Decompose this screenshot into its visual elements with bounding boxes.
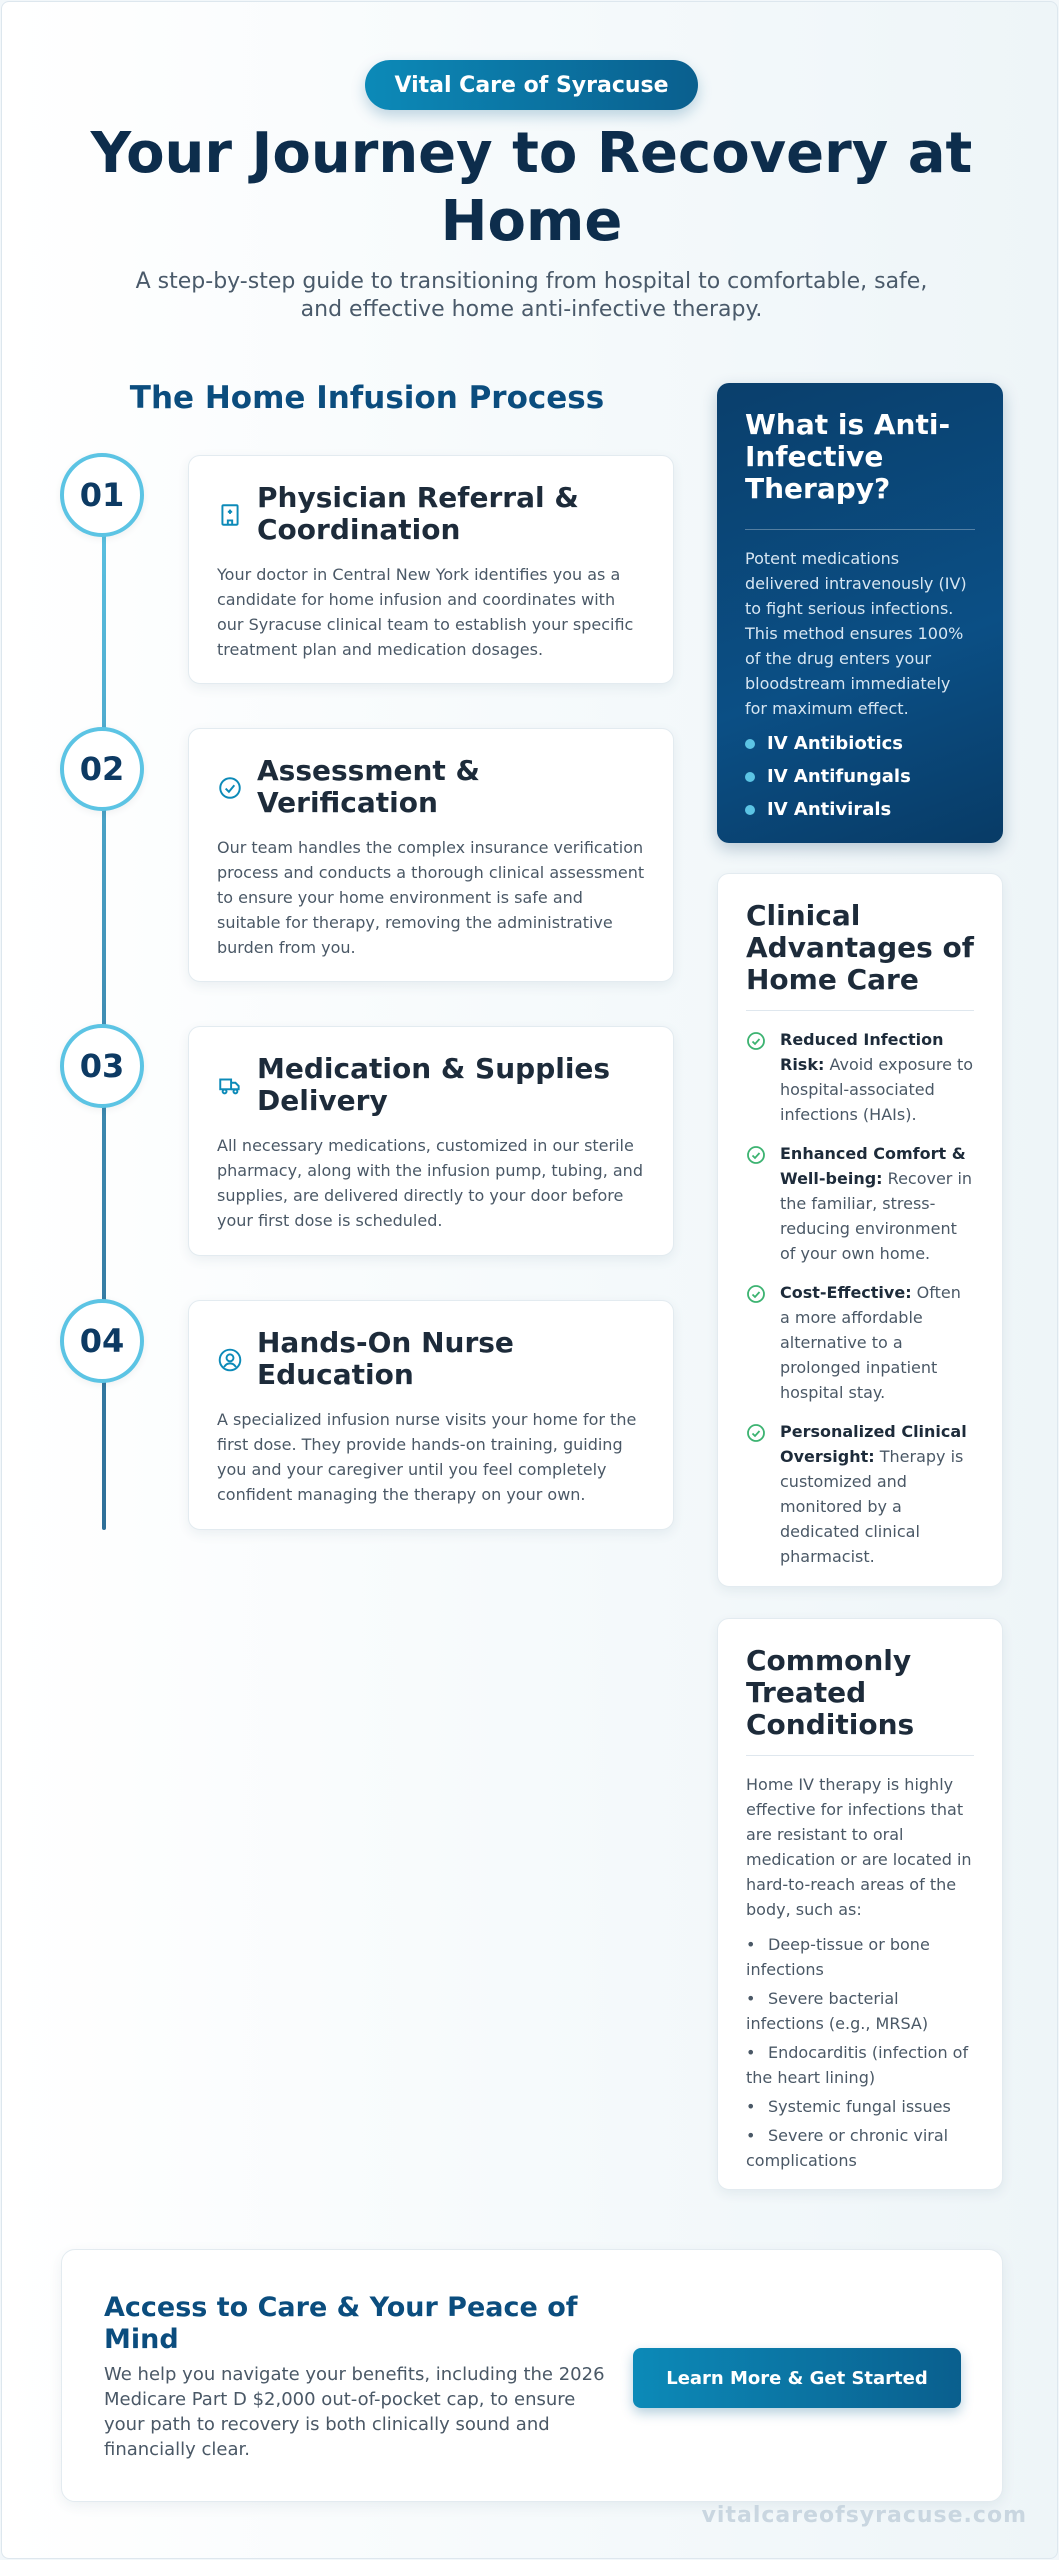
step-title: Medication & Supplies Delivery — [257, 1052, 611, 1117]
brand-badge: Vital Care of Syracuse — [365, 60, 698, 110]
advantage-item — [746, 1419, 974, 1569]
user-circle-icon — [217, 1347, 243, 1373]
advantage-text: Therapy is customized and monitored by a dedicated clinical pharmacist. — [780, 1447, 964, 1566]
step-number-2: 02 — [60, 727, 144, 811]
bullet-dot-icon — [745, 805, 755, 815]
divider — [745, 529, 975, 530]
what-is-therapy-card — [717, 383, 1003, 843]
step-card-3 — [188, 1026, 674, 1256]
step-description: All necessary medications, customized in our sterile pharmacy, along with the infusion pump, tubing, and supplies, are delivered directly to your door before your first dose is scheduled. — [217, 1136, 643, 1230]
step-number-3: 03 — [60, 1024, 144, 1108]
cta-title: Access to Care & Your Peace of Mind — [104, 2292, 578, 2355]
check-circle-icon — [746, 1423, 766, 1443]
bullet-dot-icon — [745, 772, 755, 782]
cta-body: We help you navigate your benefits, including the 2026 Medicare Part D $2,000 out-of-pocket cap, to ensure your path to recovery is both clinically sound and financially clear. — [104, 2364, 605, 2460]
advantage-text: Often a more affordable alternative to a prolonged inpatient hospital stay. — [780, 1283, 961, 1402]
check-circle-icon — [746, 1031, 766, 1051]
page-container — [1, 1, 1058, 2559]
footer-url[interactable]: vitalcareofsyracuse.com — [701, 2503, 1027, 2528]
advantage-heading: Personalized Clinical Oversight: — [780, 1422, 967, 1466]
step-title: Hands-On Nurse Education — [257, 1326, 514, 1391]
process-section-title: The Home Infusion Process — [129, 380, 605, 416]
step-title: Assessment & Verification — [257, 754, 480, 819]
bullet-dot-icon — [745, 739, 755, 749]
advantage-heading: Reduced Infection Risk: — [780, 1030, 944, 1074]
step-description: Our team handles the complex insurance verification process and conducts a thorough clinical assessment to ensure your home environment is safe and suitable for therapy, removing the administrative burden from you. — [217, 838, 645, 957]
therapy-type-label: IV Antifungals — [767, 766, 911, 787]
step-number-1: 01 — [60, 453, 144, 537]
advantage-item — [746, 1027, 974, 1127]
divider — [746, 1755, 974, 1756]
step-number-4: 04 — [60, 1299, 144, 1383]
list-item: • Endocarditis (infection of the heart lining) — [746, 2040, 974, 2090]
what-is-body: Potent medications delivered intravenously (IV) to fight serious infections. This method ensures 100% of the drug enters your bloodstream immediately for maximum effect. — [745, 549, 967, 718]
list-item — [745, 733, 975, 754]
advantage-heading: Cost-Effective: — [780, 1283, 912, 1302]
therapy-type-label: IV Antibiotics — [767, 733, 903, 754]
step-card-4 — [188, 1300, 674, 1530]
therapy-types-list — [745, 733, 975, 820]
page-subtitle: A step-by-step guide to transitioning from hospital to comfortable, safe, and effective home anti-infective therapy. — [135, 269, 928, 322]
cta-section — [61, 2249, 1003, 2502]
advantages-card — [717, 873, 1003, 1587]
list-item — [745, 766, 975, 787]
advantages-title: Clinical Advantages of Home Care — [746, 899, 974, 996]
step-description: Your doctor in Central New York identifies you as a candidate for home infusion and coordinates with our Syracuse clinical team to establish your specific treatment plan and medication dosages. — [217, 565, 634, 659]
conditions-title: Commonly Treated Conditions — [746, 1644, 915, 1741]
divider — [746, 1010, 974, 1011]
truck-icon — [217, 1073, 243, 1099]
list-item: • Severe or chronic viral complications — [746, 2123, 974, 2173]
check-circle-icon — [746, 1145, 766, 1165]
list-item: • Severe bacterial infections (e.g., MRSA) — [746, 1986, 974, 2036]
advantage-heading: Enhanced Comfort & Well-being: — [780, 1144, 966, 1188]
what-is-title: What is Anti-Infective Therapy? — [745, 408, 951, 505]
hospital-icon — [217, 502, 243, 528]
conditions-card — [717, 1618, 1003, 2190]
step-title: Physician Referral & Coordination — [257, 481, 579, 546]
advantage-item — [746, 1280, 974, 1405]
conditions-intro: Home IV therapy is highly effective for infections that are resistant to oral medication or are located in hard-to-reach areas of the body, such as: — [746, 1775, 972, 1919]
step-description: A specialized infusion nurse visits your home for the first dose. They provide hands-on training, guiding you and your caregiver until you feel completely confident managing the therapy on your own. — [217, 1410, 637, 1504]
step-card-1 — [188, 455, 674, 684]
page-title: Your Journey to Recovery at Home — [90, 121, 973, 254]
list-item: • Deep-tissue or bone infections — [746, 1932, 974, 1982]
conditions-list — [746, 1932, 974, 2173]
step-card-2 — [188, 728, 674, 982]
advantage-item — [746, 1141, 974, 1266]
check-circle-icon — [217, 775, 243, 801]
advantage-text: Avoid exposure to hospital-associated infections (HAIs). — [780, 1055, 974, 1124]
list-item: • Systemic fungal issues — [746, 2094, 974, 2119]
list-item — [745, 799, 975, 820]
learn-more-button[interactable]: Learn More & Get Started — [633, 2348, 961, 2408]
advantage-text: Recover in the familiar, stress-reducing environment of your own home. — [780, 1169, 973, 1263]
check-circle-icon — [746, 1284, 766, 1304]
therapy-type-label: IV Antivirals — [767, 799, 892, 820]
